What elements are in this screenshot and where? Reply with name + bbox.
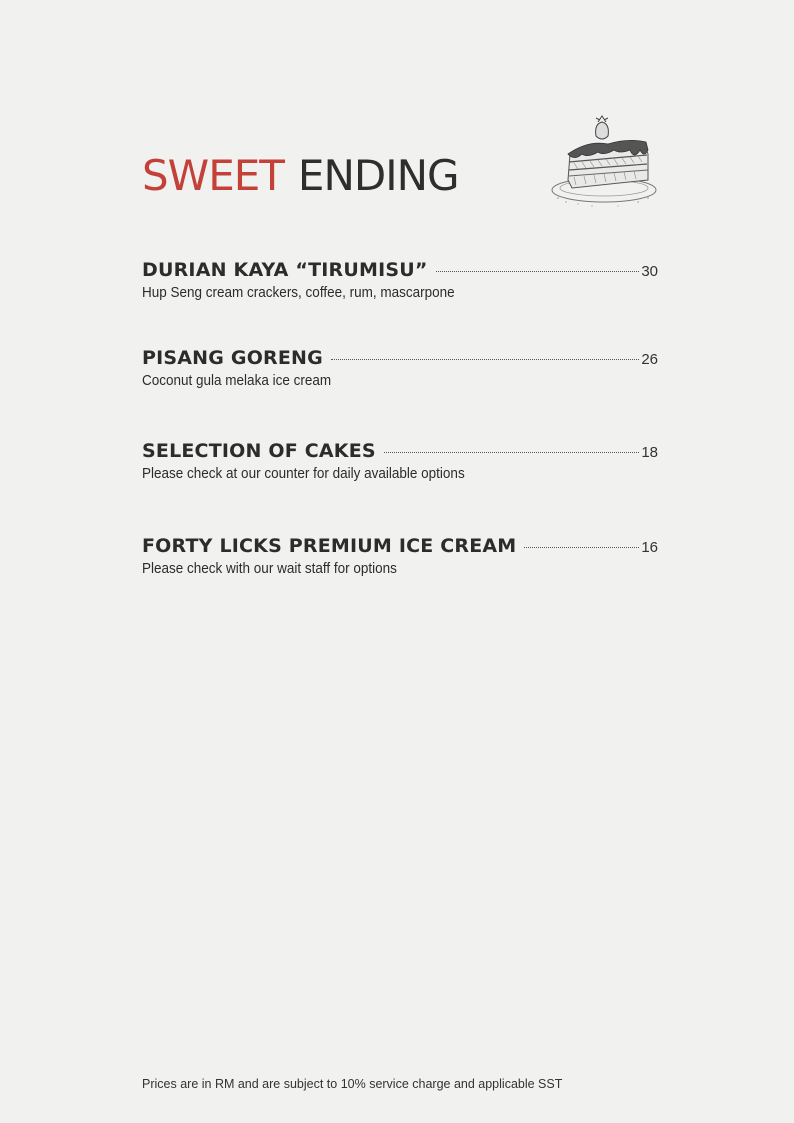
title-word-ending: ENDING	[297, 151, 459, 200]
menu-title	[142, 148, 459, 204]
menu-item-name: FORTY LICKS PREMIUM ICE CREAM	[142, 535, 517, 557]
menu-item-name: DURIAN KAYA “TIRUMISU”	[142, 259, 428, 281]
title-word-sweet: SWEET	[142, 151, 284, 200]
menu-item-description: Please check at our counter for daily available options	[142, 465, 465, 482]
menu-item-description: Hup Seng cream crackers, coffee, rum, mascarpone	[142, 284, 455, 301]
menu-item-row	[142, 534, 658, 558]
menu-item-price: 30	[641, 263, 658, 280]
cake-slice-sketch-icon	[548, 114, 660, 210]
dot-leader	[331, 359, 639, 360]
menu-item-row	[142, 439, 658, 463]
menu-item	[142, 439, 658, 484]
menu-item-row	[142, 346, 658, 370]
dot-leader	[384, 452, 640, 453]
menu-item	[142, 534, 658, 579]
pricing-footnote: Prices are in RM and are subject to 10% service charge and applicable SST	[142, 1077, 563, 1091]
menu-item-description: Coconut gula melaka ice cream	[142, 372, 332, 389]
dot-leader	[436, 271, 640, 272]
menu-item-description: Please check with our wait staff for options	[142, 560, 397, 577]
menu-item-name: PISANG GORENG	[142, 347, 323, 369]
dot-leader	[524, 547, 639, 548]
menu-item-name: SELECTION OF CAKES	[142, 440, 376, 462]
menu-item-price: 16	[641, 539, 658, 556]
menu-item	[142, 258, 658, 303]
menu-item-price: 26	[641, 351, 658, 368]
menu-item	[142, 346, 658, 391]
menu-item-row	[142, 258, 658, 282]
menu-item-price: 18	[641, 444, 658, 461]
